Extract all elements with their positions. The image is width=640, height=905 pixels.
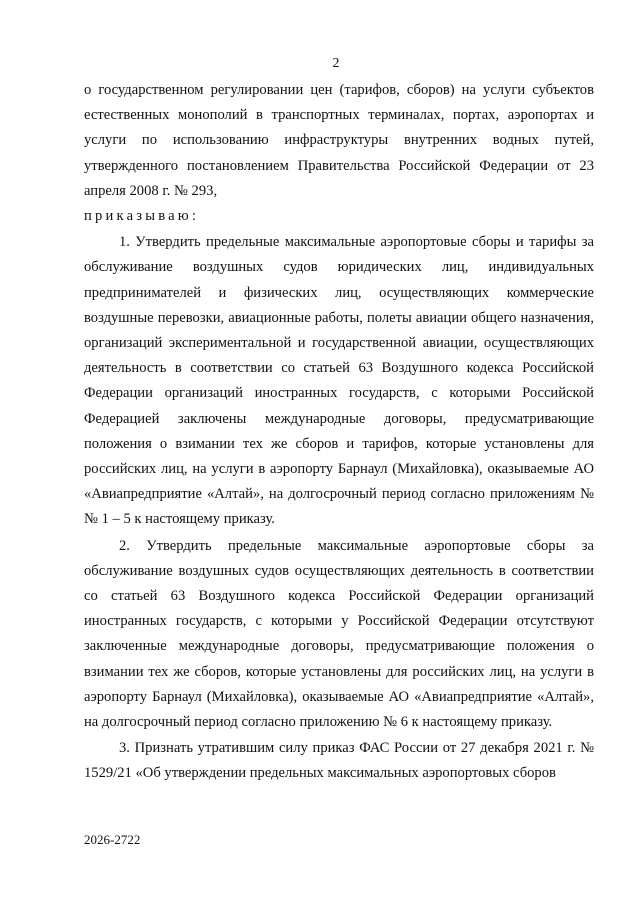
- document-body: [84, 78, 594, 787]
- paragraph-item-1: 1. Утвердить предельные максимальные аэропортовые сборы и тарифы за обслуживание воздушных судов юридических лиц, индивидуальных предпринимателей и физических лиц, осуществляющих коммерческие воздушные перевозки, авиационные работы, полеты авиации общего назначения, организаций экспериментальной и государственной авиации, осуществляющих деятельность в соответствии со статьей 63 Воздушного кодекса Российской Федерации организаций иностранных государств, с которыми Российской Федерацией заключены международные договоры, предусматривающие положения о взимании тех же сборов и тарифов, которые установлены для российских лиц, на услуги в аэропорту Барнаул (Михайловка), оказываемые АО «Авиапредприятие «Алтай», на долгосрочный период согласно приложениям №№ 1 – 5 к настоящему приказу.: [84, 234, 594, 528]
- order-word: приказываю:: [84, 208, 200, 225]
- paragraph-item-2: 2. Утвердить предельные максимальные аэропортовые сборы за обслуживание воздушных судов осуществляющих деятельность в соответствии со статьей 63 Воздушного кодекса Российской Федерации организаций иностранных государств, с которыми у Российской Федерации отсутствуют заключенные международные договоры, предусматривающие положения о взимании тех же сборов, которые установлены для российских лиц, на услуги в аэропорту Барнаул (Михайловка), оказываемые АО «Авиапредприятие «Алтай», на долгосрочный период согласно приложению № 6 к настоящему приказу.: [84, 537, 594, 731]
- page-number: 2: [332, 56, 340, 71]
- paragraph-item-3: 3. Признать утратившим силу приказ ФАС России от 27 декабря 2021 г. № 1529/21 «Об утверждении предельных максимальных аэропортовых сборов: [84, 740, 594, 782]
- paragraph-intro: о государственном регулировании цен (тарифов, сборов) на услуги субъектов естественных монополий в транспортных терминалах, портах, аэропортах и услуги по использованию инфраструктуры внутренних водных путей, утвержденного постановлением Правительства Российской Федерации от 23 апреля 2008 г. № 293,: [84, 82, 594, 199]
- document-code: 2026-2722: [84, 832, 141, 847]
